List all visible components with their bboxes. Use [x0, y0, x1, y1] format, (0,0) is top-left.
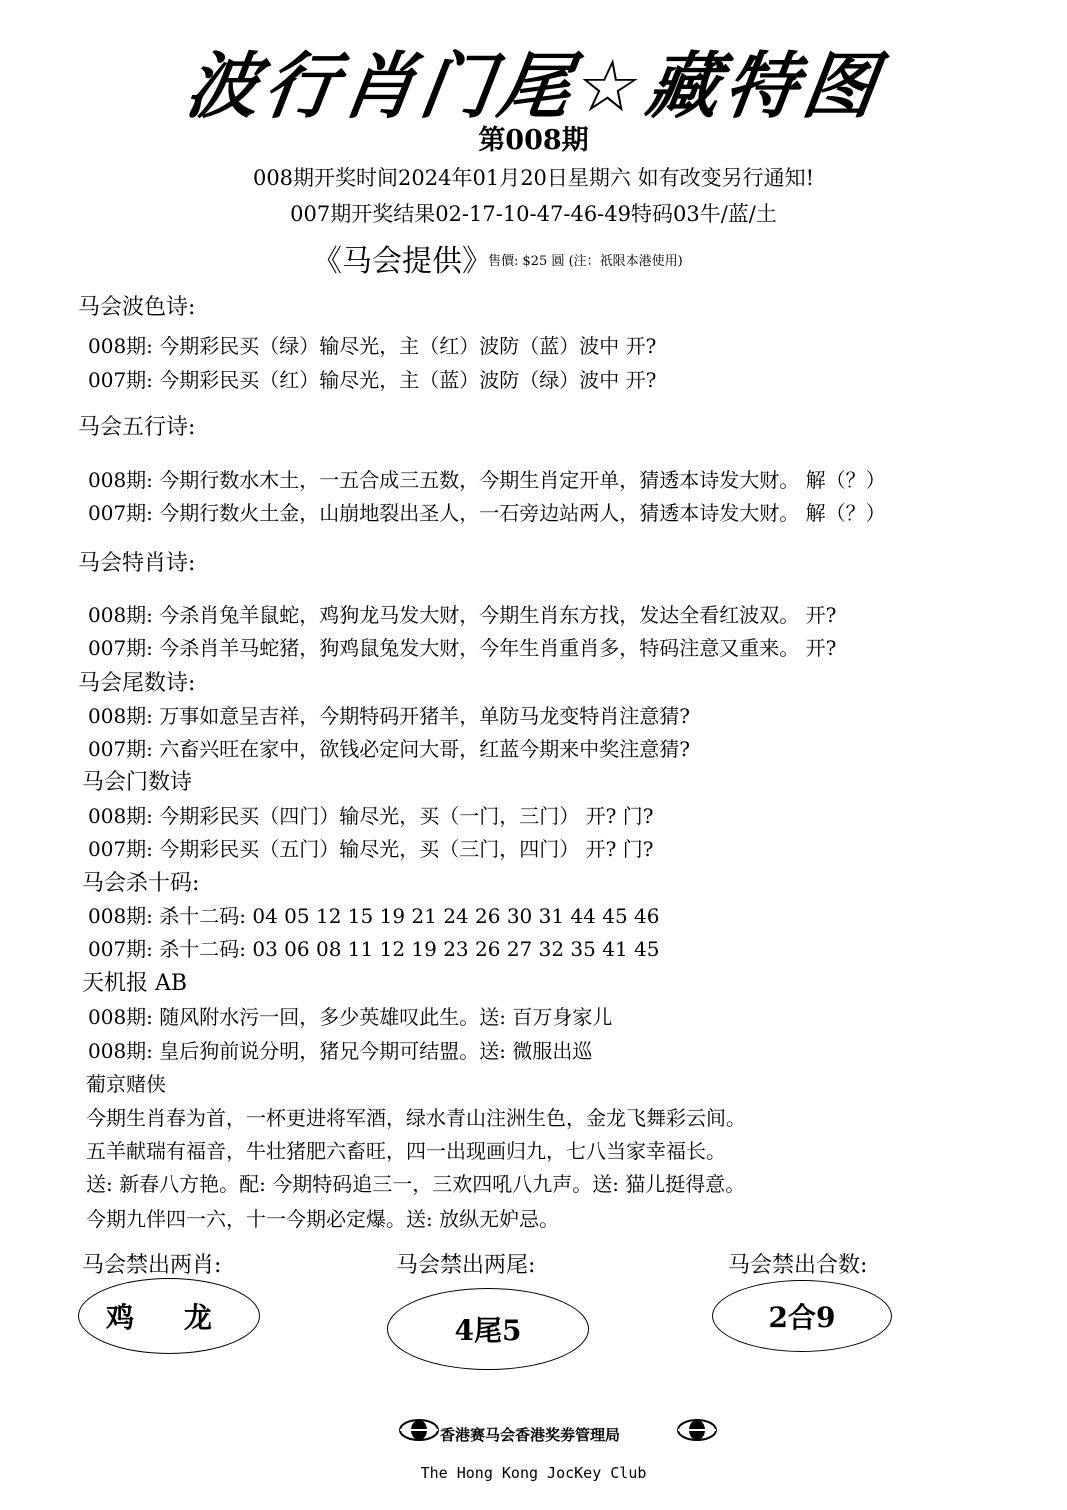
- issue-number: 第008期: [478, 125, 589, 156]
- sha-row-008: 008期: 杀十二码: 04 05 12 15 19 21 24 26 30 31 44 45 46: [88, 904, 660, 928]
- menshu-row-008: 008期: 今期彩民买（四门）输尽光，买（一门，三门） 开? 门?: [88, 804, 654, 828]
- pujing-row-1: 今期生肖春为首，一杯更进将军酒，绿水青山注洲生色，金龙飞舞彩云间。: [86, 1106, 746, 1130]
- wuxing-row-007: 007期: 今期行数火土金，山崩地裂出圣人，一石旁边站两人，猜透本诗发大财。 解（？）: [88, 501, 886, 525]
- wuxing-row-008: 008期: 今期行数水木土，一五合成三五数，今期生肖定开单，猜透本诗发大财。 解（？）: [88, 468, 886, 492]
- pujing-row-3: 送: 新春八方艳。配: 今期特码追三一，三欢四吼八九声。送: 猫儿挺得意。: [86, 1172, 746, 1196]
- price-note: 售價: $25 圓 (注：祇限本港使用): [488, 254, 683, 269]
- weishu-row-008: 008期: 万事如意呈吉祥，今期特码开猪羊，单防马龙变特肖注意猜?: [88, 704, 690, 728]
- ban-sum-title: 马会禁出合数:: [728, 1253, 868, 1278]
- texiao-row-007: 007期: 今杀肖羊马蛇猪，狗鸡鼠兔发大财，今年生肖重肖多，特码注意又重来。 开?: [88, 636, 837, 660]
- ban-zodiac-value: 鸡 龙: [106, 1301, 232, 1334]
- menshu-row-007: 007期: 今期彩民买（五门）输尽光，买（三门，四门） 开? 门?: [88, 837, 654, 861]
- ban-zodiac-title: 马会禁出两肖:: [82, 1253, 222, 1278]
- sha-row-007: 007期: 杀十二码: 03 06 08 11 12 19 23 26 27 32 35 41 45: [88, 937, 660, 961]
- pujing-row-2: 五羊献瑞有福音，牛壮猪肥六畜旺，四一出现画归九，七八当家幸福长。: [86, 1139, 726, 1163]
- ban-sum-oval: [712, 1280, 892, 1352]
- section-title-tianji: 天机报 AB: [82, 971, 188, 996]
- color-row-008: 008期: 今期彩民买（绿）输尽光，主（红）波防（蓝）波中 开?: [88, 334, 657, 358]
- section-title-wuxing: 马会五行诗:: [78, 415, 196, 440]
- ban-tail-oval: [387, 1288, 589, 1370]
- section-title-weishu: 马会尾数诗:: [78, 671, 196, 696]
- jockey-club-logo-icon: [398, 1416, 440, 1444]
- poster-title: 波行肖门尾☆藏特图: [180, 44, 888, 128]
- jockey-club-logo-icon: [676, 1416, 718, 1444]
- section-title-pujing: 葡京赌侠: [86, 1072, 166, 1096]
- texiao-row-008: 008期: 今杀肖兔羊鼠蛇，鸡狗龙马发大财，今期生肖东方找，发达全看红波双。 开?: [88, 603, 837, 627]
- section-title-color: 马会波色诗:: [78, 295, 196, 320]
- ban-sum-value: 2合9: [768, 1301, 836, 1334]
- ban-tail-title: 马会禁出两尾:: [396, 1253, 536, 1278]
- footer-cn-name: 香港赛马会香港奖劵管理局: [440, 1426, 621, 1444]
- draw-time: 008期开奖时间2024年01月20日星期六 如有改变另行通知!: [252, 166, 815, 190]
- provider-label: 《马会提供》: [312, 244, 492, 279]
- ban-zodiac-oval: [78, 1278, 260, 1354]
- footer-en-name: The Hong Kong JocKey Club: [420, 1464, 647, 1482]
- section-title-menshu: 马会门数诗: [82, 770, 193, 795]
- tianji-row-1: 008期: 随风附水污一回，多少英雄叹此生。送: 百万身家儿: [88, 1005, 613, 1029]
- tianji-row-2: 008期: 皇后狗前说分明，猪兄今期可结盟。送: 微服出巡: [88, 1039, 593, 1063]
- pujing-row-4: 今期九伴四一六，十一今期必定爆。送: 放纵无妒忌。: [86, 1207, 560, 1231]
- section-title-texiao: 马会特肖诗:: [78, 551, 196, 576]
- section-title-sha: 马会杀十码:: [82, 871, 200, 896]
- ban-tail-value: 4尾5: [454, 1314, 522, 1347]
- color-row-007: 007期: 今期彩民买（红）输尽光，主（蓝）波防（绿）波中 开?: [88, 368, 657, 392]
- weishu-row-007: 007期: 六畜兴旺在家中，欲钱必定问大哥，红蓝今期来中奖注意猜?: [88, 737, 690, 761]
- last-result: 007期开奖结果02-17-10-47-46-49特码03牛/蓝/土: [290, 202, 777, 226]
